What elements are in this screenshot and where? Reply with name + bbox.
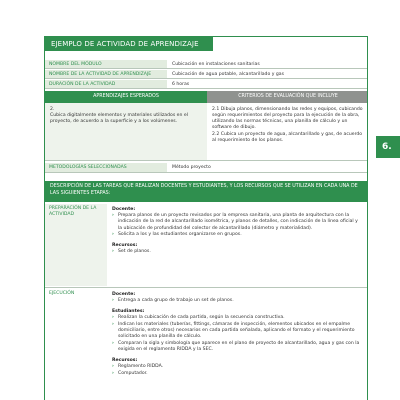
list-item: › Solicita a los y las estudiantes organizarse en grupos. (112, 232, 362, 238)
row-methodology (45, 163, 368, 173)
header-learning: APRENDIZAJES ESPERADOS (45, 91, 207, 103)
row-value: Método proyecto (172, 165, 211, 170)
divider (45, 287, 368, 288)
resources-heading: Recursos: (112, 243, 138, 249)
header-criteria: CRITERIOS DE EVALUACIÓN QUE INCLUYE (207, 91, 368, 103)
docente-heading: Docente: (112, 292, 136, 297)
chapter-tab: 6. (376, 136, 400, 158)
activity-card (44, 36, 368, 400)
list-item: › Realizan la cubicación de cada partida, según la secuencia constructiva. (112, 315, 362, 321)
row-value: Cubicación en instalaciones sanitarias (172, 62, 260, 67)
list-item: › Prepara planos de un proyecto revisados por la empresa sanitaria, una planta de arquitectura con la indicación de la red de alcantarillado isométrica, y planos de detalles, con indicación de la línea oficial y la ubicación de profundidad del colector de alcantarillado (diámetro y materialidad). (112, 213, 362, 232)
criteria-list (207, 103, 368, 160)
row-label: METODOLOGÍAS SELECCIONADAS (45, 163, 167, 172)
resources-list (112, 249, 362, 255)
learning-row (45, 103, 368, 161)
learning-text: Cubica digitalmente elementos y materiales utilizados en el proyecto, de acuerdo a la superficie y a los volúmenes. (50, 113, 188, 124)
row-activity (45, 70, 368, 79)
row-value: Cubicación de agua potable, alcantarillado y gas (172, 72, 285, 77)
list-item: › Entrega a cada grupo de trabajo un set de planos. (112, 298, 362, 304)
tasks-banner: DESCRIPCIÓN DE LAS TAREAS QUE REALIZAN DOCENTES Y ESTUDIANTES, Y LOS RECURSOS QUE SE UTILIZAN EN CADA UNA DE LAS SIGUIENTES ETAPAS: (45, 181, 368, 202)
students-heading: Estudiantes: (112, 309, 145, 314)
stage-body-execution (107, 289, 367, 400)
stage-label-preparation: PREPARACIÓN DE LA ACTIVIDAD (45, 204, 107, 286)
learning-headers (45, 91, 368, 103)
card-title: EJEMPLO DE ACTIVIDAD DE APRENDIZAJE (45, 37, 213, 51)
row-value: 6 horas (172, 82, 190, 87)
resources-list (112, 364, 362, 377)
learning-number: 2. (50, 107, 55, 112)
row-duration (45, 80, 368, 89)
row-label: NOMBRE DEL MÓDULO (45, 60, 167, 68)
criterion: 2.2 Cubica un proyecto de agua, alcantarillado y gas, de acuerdo al requerimiento de los planos. (212, 132, 363, 143)
docente-list (112, 213, 362, 238)
list-item: › Comparan la sigla y simbología que aparece en el plano de proyecto de alcantarillado, agua y gas con la exigida en el reglamento RIDDA y la SEC. (112, 341, 362, 353)
row-label: NOMBRE DE LA ACTIVIDAD DE APRENDIZAJE (45, 70, 167, 78)
stage-body-preparation (107, 204, 367, 286)
resources-heading: Recursos: (112, 358, 138, 364)
list-item: › Reglamento RIDDA. (112, 364, 362, 370)
row-label: DURACIÓN DE LA ACTIVIDAD (45, 80, 167, 88)
criterion: 2.1 Dibuja planos, dimensionando las redes y equipos, cubicando según requerimientos del proyecto para la ejecución de la obra, utilizando las normas técnicas, una planilla de cálculo y un software de dibujo. (212, 107, 363, 130)
stage-label-execution: EJECUCIÓN (45, 289, 107, 400)
list-item: › Set de planos. (112, 249, 362, 255)
list-item: › Computador. (112, 371, 362, 377)
learning-outcome (45, 103, 207, 160)
students-list (112, 315, 362, 353)
list-item: › Indican los materiales (tuberías, fittings, cámaras de inspección, elementos ubicados en el empalme domiciliario, entre otros) necesarios en cada partida señalada, aplicando el formato y el requerimiento solicitado en una planilla de cálculo. (112, 322, 362, 341)
row-module (45, 60, 368, 69)
docente-heading: Docente: (112, 207, 136, 212)
docente-list (112, 298, 362, 304)
